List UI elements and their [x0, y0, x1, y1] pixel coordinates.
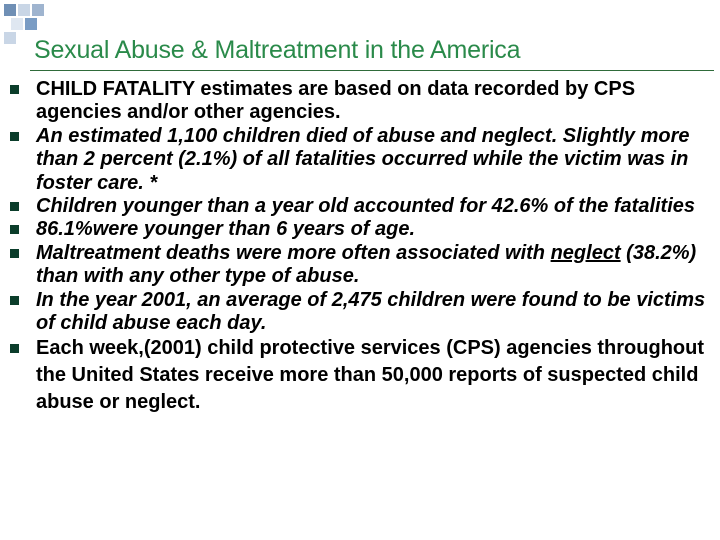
bullet-marker — [10, 296, 19, 305]
bullet-text: In the year 2001, an average of 2,475 children were found to be victims of child abuse each day. — [36, 288, 706, 335]
bullet-marker — [10, 249, 19, 258]
bullet-item — [0, 335, 720, 416]
bullet-text: CHILD FATALITY estimates are based on data recorded by CPS agencies and/or other agencies. — [36, 78, 636, 124]
bullet-marker — [10, 85, 19, 94]
title-underline — [30, 70, 714, 71]
bullet-item — [0, 242, 720, 289]
deco-square — [18, 4, 30, 16]
deco-square — [32, 4, 44, 16]
deco-square — [4, 32, 16, 44]
bullet-marker — [10, 225, 19, 234]
deco-square — [11, 18, 23, 30]
bullet-marker — [10, 202, 19, 211]
bullet-text: Each week,(2001) child protective services (CPS) agencies throughout the United States receive more than 50,000 reports of suspected child abuse or neglect. — [36, 337, 704, 414]
bullet-marker — [10, 344, 19, 353]
bullet-item — [0, 78, 720, 125]
bullet-text: 86.1%were younger than 6 years of age. — [36, 218, 416, 241]
bullet-item — [0, 125, 720, 195]
bullet-item — [0, 289, 720, 336]
bullet-text: An estimated 1,100 children died of abuse and neglect. Slightly more than 2 percent (2.1%) of all fatalities occurred while the victim was in foster care. * — [36, 124, 690, 194]
underlined-term: neglect — [550, 241, 621, 264]
bullet-item — [0, 218, 720, 241]
bullet-item — [0, 195, 720, 218]
bullet-text-part: (38.2%) than with any other type of abuse. — [36, 241, 697, 288]
bullet-text-part: Maltreatment deaths were more often associated with — [36, 241, 551, 264]
deco-square — [4, 4, 16, 16]
bullet-text — [36, 242, 696, 287]
bullet-marker — [10, 132, 19, 141]
deco-square — [25, 18, 37, 30]
bullet-text: Children younger than a year old accounted for 42.6% of the fatalities — [36, 195, 696, 218]
bullet-list — [0, 78, 720, 416]
slide-title: Sexual Abuse & Maltreatment in the America — [34, 36, 521, 64]
